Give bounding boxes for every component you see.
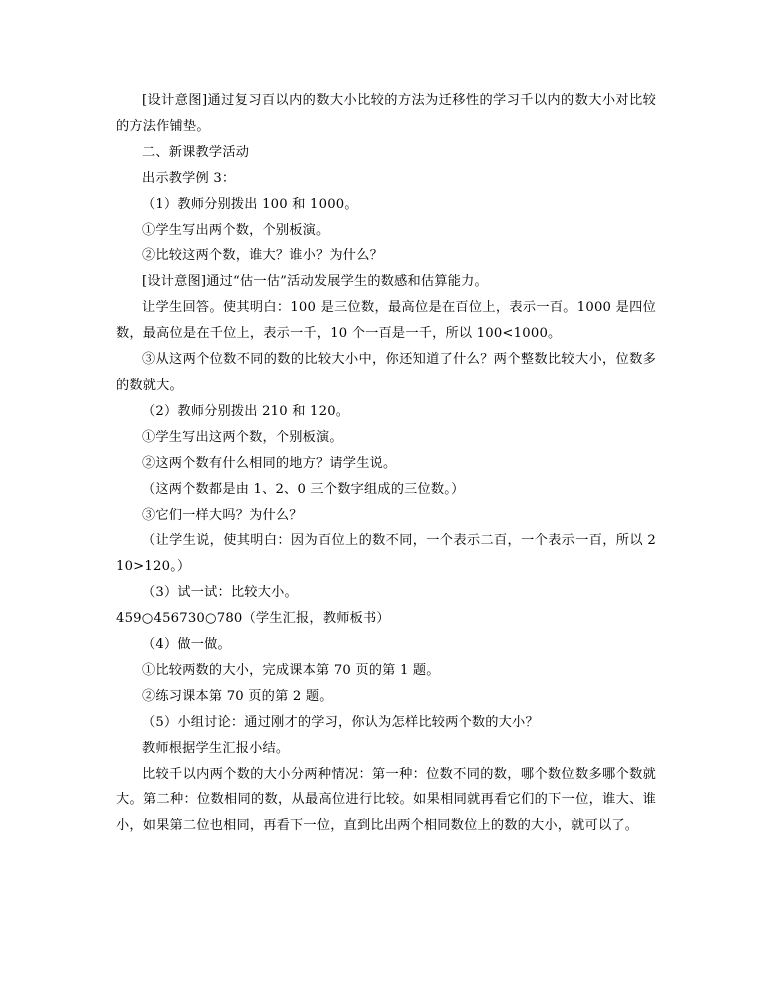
section-heading-new-lesson: 二、新课教学活动	[142, 144, 250, 160]
step-1-item-1: ①学生写出两个数，个别板演。	[142, 222, 330, 238]
conclusion-paragraph: 比较千以内两个数的大小分两种情况：第一种：位数不同的数，哪个数位数多哪个数就大。第二种：位数相同的数，从最高位进行比较。如果相同就再看它们的下一位，谁大、谁小，如果第二位也相同，再看下一位，直到比出两个相同数位上的数的大小，就可以了。	[116, 766, 656, 834]
step-2-item-2: ②这两个数有什么相同的地方？请学生说。	[142, 455, 397, 471]
step-5-paragraph: （5）小组讨论：通过刚才的学习，你认为怎样比较两个数的大小？	[142, 714, 539, 730]
step-2-paragraph: （2）教师分别拨出 210 和 120。	[142, 403, 350, 419]
step-1-item-2: ②比较这两个数，谁大？谁小？为什么？	[142, 248, 383, 264]
student-answer-paragraph: 让学生回答。使其明白：100 是三位数，最高位是在百位上，表示一百。1000 是四位数，最高位是在千位上，表示一千，10 个一百是一千，所以 100<1000。	[116, 300, 656, 342]
step-2-item-3: ③它们一样大吗？为什么？	[142, 507, 303, 523]
design-intent-review-paragraph: [设计意图]通过复习百以内的数大小比较的方法为迁移性的学习千以内的数大小对比较的方法作铺垫。	[116, 93, 656, 134]
step-4-paragraph: （4）做一做。	[142, 637, 231, 653]
step-2-explanation: （让学生说，使其明白：因为百位上的数不同，一个表示二百，一个表示一百，所以 210>120。）	[116, 533, 656, 575]
step-4-item-2: ②练习课本第 70 页的第 2 题。	[142, 688, 333, 704]
step-1-paragraph: （1）教师分别拨出 100 和 1000。	[142, 196, 358, 212]
document-body	[116, 88, 656, 839]
step-3-exercise: 459○456730○780（学生汇报，教师板书）	[116, 611, 390, 627]
step-2-item-1: ①学生写出这两个数，个别板演。	[142, 429, 343, 445]
step-3-paragraph: （3）试一试：比较大小。	[142, 585, 298, 601]
example-3-intro: 出示教学例 3：	[142, 170, 236, 186]
step-2-note: （这两个数都是由 1、2、0 三个数字组成的三位数。）	[142, 481, 465, 497]
step-4-item-1: ①比较两数的大小，完成课本第 70 页的第 1 题。	[142, 662, 440, 678]
step-1-item-3: ③从这两个位数不同的数的比较大小中，你还知道了什么？两个整数比较大小，位数多的数就大。	[116, 352, 656, 393]
design-intent-estimate-paragraph: [设计意图]通过“估一估”活动发展学生的数感和估算能力。	[142, 274, 488, 290]
teacher-summary-paragraph: 教师根据学生汇报小结。	[142, 740, 290, 756]
